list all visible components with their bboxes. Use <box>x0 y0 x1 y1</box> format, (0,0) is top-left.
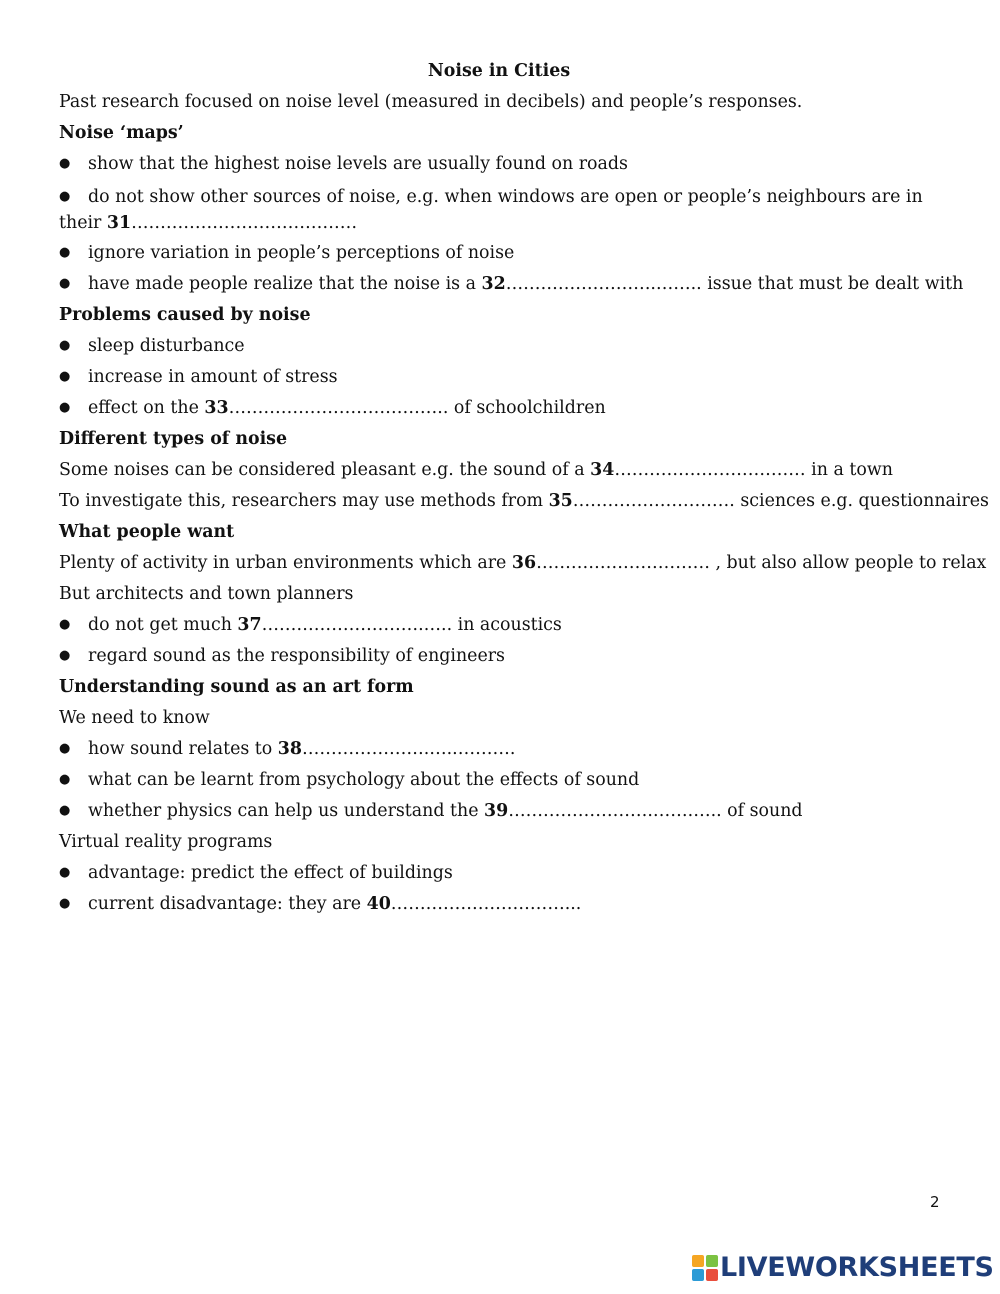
bullet-text: do not get much <box>88 615 238 635</box>
answer-blank-32[interactable]: ……………………..…….. issue that must be dealt with <box>505 274 964 294</box>
list-item <box>59 769 939 791</box>
text-line: Virtual reality programs <box>59 832 273 852</box>
question-number-40: 40 <box>366 894 391 914</box>
answer-blank-36[interactable]: ………………………… , but also allow people to relax <box>536 553 987 573</box>
bullet-text: ignore variation in people’s perceptions of noise <box>88 243 515 263</box>
line-text: To investigate this, researchers may use methods from <box>59 491 549 511</box>
list-item <box>59 862 939 884</box>
answer-blank-39[interactable]: …………………….…….….. of sound <box>508 801 803 821</box>
text-line <box>59 459 939 481</box>
section-heading-problems: Problems caused by noise <box>59 305 311 325</box>
question-number-32: 32 <box>481 274 506 294</box>
bullet-text: do not show other sources of noise, e.g. when windows are open or people’s neighbours are in their <box>59 187 923 233</box>
bullet-icon: ● <box>59 896 71 911</box>
question-number-33: 33 <box>204 398 229 418</box>
section-heading-maps: Noise ‘maps’ <box>59 123 184 143</box>
question-number-38: 38 <box>277 739 302 759</box>
list-item <box>59 614 939 636</box>
bullet-icon: ● <box>59 276 71 291</box>
bullet-text: advantage: predict the effect of buildings <box>88 863 453 883</box>
liveworksheets-logo[interactable] <box>692 1253 994 1283</box>
logo-text: LIVEWORKSHEETS <box>720 1252 994 1283</box>
list-item <box>59 366 939 388</box>
section-heading-types: Different types of noise <box>59 429 288 449</box>
list-item <box>59 893 939 915</box>
intro-text: Past research focused on noise level (measured in decibels) and people’s responses. <box>59 92 803 112</box>
answer-blank-38[interactable]: ………………….…..………. <box>302 739 516 759</box>
bullet-text: sleep disturbance <box>88 336 245 356</box>
list-item <box>59 153 939 175</box>
bullet-icon: ● <box>59 369 71 384</box>
bullet-icon: ● <box>59 156 71 171</box>
bullet-text: effect on the <box>88 398 205 418</box>
bullet-text: current disadvantage: they are <box>88 894 367 914</box>
logo-tile <box>692 1269 704 1281</box>
worksheet-page <box>59 60 989 924</box>
question-number-35: 35 <box>548 491 573 511</box>
bullet-icon: ● <box>59 338 71 353</box>
answer-blank-37[interactable]: ……………………….….. in acoustics <box>261 615 562 635</box>
text-line: But architects and town planners <box>59 584 354 604</box>
list-item <box>59 184 939 236</box>
bullet-icon: ● <box>59 189 71 204</box>
bullet-icon: ● <box>59 865 71 880</box>
question-number-34: 34 <box>590 460 615 480</box>
bullet-icon: ● <box>59 648 71 663</box>
bullet-text: whether physics can help us understand the <box>88 801 485 821</box>
logo-tile <box>706 1255 718 1267</box>
list-item <box>59 397 939 419</box>
bullet-icon: ● <box>59 245 71 260</box>
line-text: Plenty of activity in urban environments which are <box>59 553 512 573</box>
bullet-text: regard sound as the responsibility of engineers <box>88 646 505 666</box>
list-item <box>59 738 939 760</box>
bullet-text: show that the highest noise levels are usually found on roads <box>88 154 628 174</box>
bullet-text: what can be learnt from psychology about the effects of sound <box>88 770 640 790</box>
bullet-text: how sound relates to <box>88 739 278 759</box>
list-item <box>59 645 939 667</box>
question-number-36: 36 <box>511 553 537 573</box>
bullet-text: have made people realize that the noise is a <box>88 274 482 294</box>
bullet-icon: ● <box>59 400 71 415</box>
bullet-icon: ● <box>59 617 71 632</box>
text-line: We need to know <box>59 708 210 728</box>
bullet-icon: ● <box>59 772 71 787</box>
logo-icon <box>692 1255 718 1281</box>
bullet-icon: ● <box>59 803 71 818</box>
text-line <box>59 490 989 512</box>
list-item <box>59 242 939 264</box>
bullet-icon: ● <box>59 741 71 756</box>
page-number: 2 <box>930 1193 940 1211</box>
text-line <box>59 552 987 574</box>
logo-tile <box>692 1255 704 1267</box>
list-item <box>59 273 964 295</box>
question-number-37: 37 <box>237 615 262 635</box>
line-text: Some noises can be considered pleasant e.g. the sound of a <box>59 460 591 480</box>
bullet-text: increase in amount of stress <box>88 367 338 387</box>
answer-blank-35[interactable]: ………………………. sciences e.g. questionnaires <box>572 491 989 511</box>
list-item <box>59 800 939 822</box>
answer-blank-40[interactable]: …………………………... <box>390 894 582 914</box>
question-number-39: 39 <box>484 801 509 821</box>
answer-blank-34[interactable]: …………………………… in a town <box>614 460 893 480</box>
section-heading-art: Understanding sound as an art form <box>59 677 414 697</box>
question-number-31: 31 <box>106 213 132 233</box>
page-title: Noise in Cities <box>427 61 571 81</box>
logo-tile <box>706 1269 718 1281</box>
section-heading-want: What people want <box>59 522 235 542</box>
answer-blank-33[interactable]: ……………………………….. of schoolchildren <box>228 398 606 418</box>
list-item <box>59 335 939 357</box>
answer-blank-31[interactable]: ………………………………… <box>131 213 358 233</box>
